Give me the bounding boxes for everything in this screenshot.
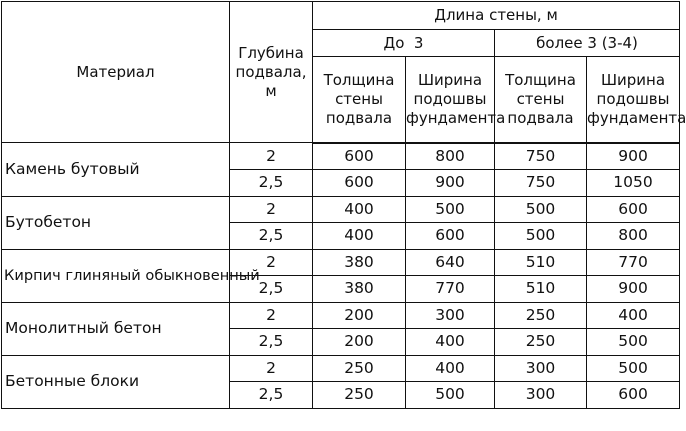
header-a-sole: Ширина подошвы фундамента (406, 57, 495, 143)
value-cell: 1050 (587, 170, 680, 197)
value-cell: 640 (406, 249, 495, 276)
material-cell: Кирпич глиняный обыкновенный (2, 249, 230, 302)
value-cell: 400 (406, 355, 495, 382)
value-cell: 770 (406, 276, 495, 303)
value-cell: 500 (587, 355, 680, 382)
value-cell: 200 (313, 329, 406, 356)
table-row (2, 143, 680, 170)
table-row (2, 355, 680, 382)
value-cell: 500 (406, 196, 495, 223)
value-cell: 380 (313, 276, 406, 303)
value-cell: 250 (313, 355, 406, 382)
value-cell: 250 (495, 302, 587, 329)
table-row (2, 249, 680, 276)
header-b-sole: Ширина подошвы фундамента (587, 57, 680, 143)
table-row (2, 196, 680, 223)
material-cell: Бутобетон (2, 196, 230, 249)
value-cell: 400 (313, 223, 406, 250)
value-cell: 510 (495, 249, 587, 276)
value-cell: 500 (406, 382, 495, 409)
value-cell: 600 (313, 143, 406, 170)
value-cell: 250 (313, 382, 406, 409)
value-cell: 500 (495, 196, 587, 223)
foundation-table (1, 1, 686, 409)
value-cell: 800 (587, 223, 680, 250)
value-cell: 600 (406, 223, 495, 250)
depth-cell: 2,5 (230, 382, 313, 409)
depth-cell: 2,5 (230, 329, 313, 356)
foundation-table-container (1, 1, 686, 409)
value-cell: 200 (313, 302, 406, 329)
value-cell: 400 (587, 302, 680, 329)
depth-cell: 2 (230, 302, 313, 329)
value-cell: 600 (587, 382, 680, 409)
depth-cell: 2 (230, 249, 313, 276)
value-cell: 300 (495, 382, 587, 409)
material-cell: Бетонные блоки (2, 355, 230, 408)
value-cell: 600 (587, 196, 680, 223)
value-cell: 500 (495, 223, 587, 250)
header-material: Материал (2, 2, 230, 143)
header-a-wall: Толщина стены подвала (313, 57, 406, 143)
value-cell: 300 (406, 302, 495, 329)
header-depth: Глубина подвала, м (230, 2, 313, 143)
header-group-a: До 3 (313, 30, 495, 57)
depth-cell: 2,5 (230, 223, 313, 250)
value-cell: 300 (495, 355, 587, 382)
value-cell: 900 (587, 143, 680, 170)
value-cell: 510 (495, 276, 587, 303)
value-cell: 770 (587, 249, 680, 276)
depth-cell: 2 (230, 143, 313, 170)
material-cell: Камень бутовый (2, 143, 230, 197)
depth-cell: 2 (230, 355, 313, 382)
depth-cell: 2 (230, 196, 313, 223)
value-cell: 800 (406, 143, 495, 170)
value-cell: 750 (495, 143, 587, 170)
value-cell: 600 (313, 170, 406, 197)
value-cell: 250 (495, 329, 587, 356)
table-row (2, 302, 680, 329)
value-cell: 900 (587, 276, 680, 303)
header-group-b: более 3 (3-4) (495, 30, 680, 57)
depth-cell: 2,5 (230, 170, 313, 197)
header-wall-length: Длина стены, м (313, 2, 680, 30)
value-cell: 900 (406, 170, 495, 197)
header-row-top (2, 2, 680, 30)
value-cell: 500 (587, 329, 680, 356)
depth-cell: 2,5 (230, 276, 313, 303)
value-cell: 400 (406, 329, 495, 356)
value-cell: 400 (313, 196, 406, 223)
material-cell: Монолитный бетон (2, 302, 230, 355)
header-b-wall: Толщина стены подвала (495, 57, 587, 143)
value-cell: 380 (313, 249, 406, 276)
value-cell: 750 (495, 170, 587, 197)
